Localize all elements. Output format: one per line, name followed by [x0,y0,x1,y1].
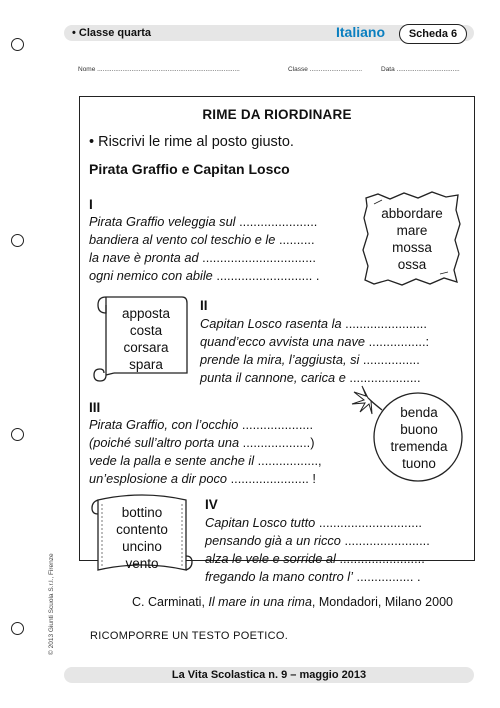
copyright: © 2013 Giunti Scuola S.r.l., Firenze [48,553,55,655]
stanza-number: III [89,400,101,415]
binder-hole [11,622,24,635]
poem-line: (poiché sull’altro porta una ...................) [89,435,315,450]
word-bank-item: corsara [123,340,169,355]
poem-line: quand’ecco avvista una nave ................: [200,334,430,349]
poem-line: un’esplosione a dir poco ...................... ! [89,471,316,486]
word-bank-item: contento [116,522,168,537]
word-bank-4 [98,504,186,572]
word-bank-item: apposta [121,306,171,321]
poem-line: Capitan Losco rasenta la ....................... [200,316,427,331]
poem-line: ogni nemico con abile ........................... . [89,268,320,283]
footer-note: RICOMPORRE UN TESTO POETICO. [90,630,289,642]
subject-label: Italiano [336,24,386,40]
word-bank-item: costa [129,323,163,338]
binder-hole [11,234,24,247]
citation: C. Carminati, Il mare in una rima, Mondadori, Milano 2000 [132,595,453,609]
instruction: • Riscrivi le rime al posto giusto. [89,134,294,150]
word-bank-item: benda [400,405,438,420]
word-bank-item: spara [129,357,163,372]
word-bank-item: bottino [121,505,163,520]
poem-title: Pirata Graffio e Capitan Losco [89,161,290,177]
word-bank-item: vento [125,556,159,571]
poem-line: prende la mira, l’aggiusta, si ................ [200,352,420,367]
class-label: • Classe quarta [72,27,152,39]
sheet-badge: Scheda 6 [399,24,467,44]
word-bank-item: tremenda [390,439,448,454]
word-bank-2 [106,305,186,373]
word-bank-item: ossa [397,257,427,272]
poem-line: vede la palla e sente anche il ................., [89,453,322,468]
binder-hole [11,38,24,51]
word-bank-item: buono [400,422,438,437]
word-bank-1 [362,205,462,273]
stanza-number: II [200,298,208,313]
magazine-footer: La Vita Scolastica n. 9 – maggio 2013 [64,667,474,683]
stanza-number: I [89,197,93,212]
poem-line: Pirata Graffio veleggia sul ...................... [89,214,318,229]
word-bank-item: uncino [122,539,162,554]
name-field: Nome ............................................................................... [78,66,240,73]
word-bank-item: mare [396,223,428,238]
stanza-number: IV [205,497,218,512]
word-bank-3 [380,404,458,472]
binder-hole [11,428,24,441]
word-bank-item: mossa [392,240,432,255]
poem-line: la nave è pronta ad ................................ [89,250,316,265]
poem-line: bandiera al vento col teschio e le .......... [89,232,315,247]
poem-line: punta il cannone, carica e .................... [200,370,421,385]
date-field: Data ................................... [381,66,460,73]
poem-line: pensando già a un ricco ........................ [205,533,430,548]
word-bank-item: abbordare [381,206,443,221]
class-field: Classe ............................. [288,66,363,73]
word-bank-item: tuono [402,456,436,471]
poem-line: Capitan Losco tutto ............................. [205,515,422,530]
poem-line: alza le vele e sorride al ........................ [205,551,425,566]
worksheet-title: RIME DA RIORDINARE [202,107,352,122]
poem-line: Pirata Graffio, con l’occhio .................... [89,417,314,432]
poem-line: fregando la mano contro l’ ................ . [205,569,421,584]
